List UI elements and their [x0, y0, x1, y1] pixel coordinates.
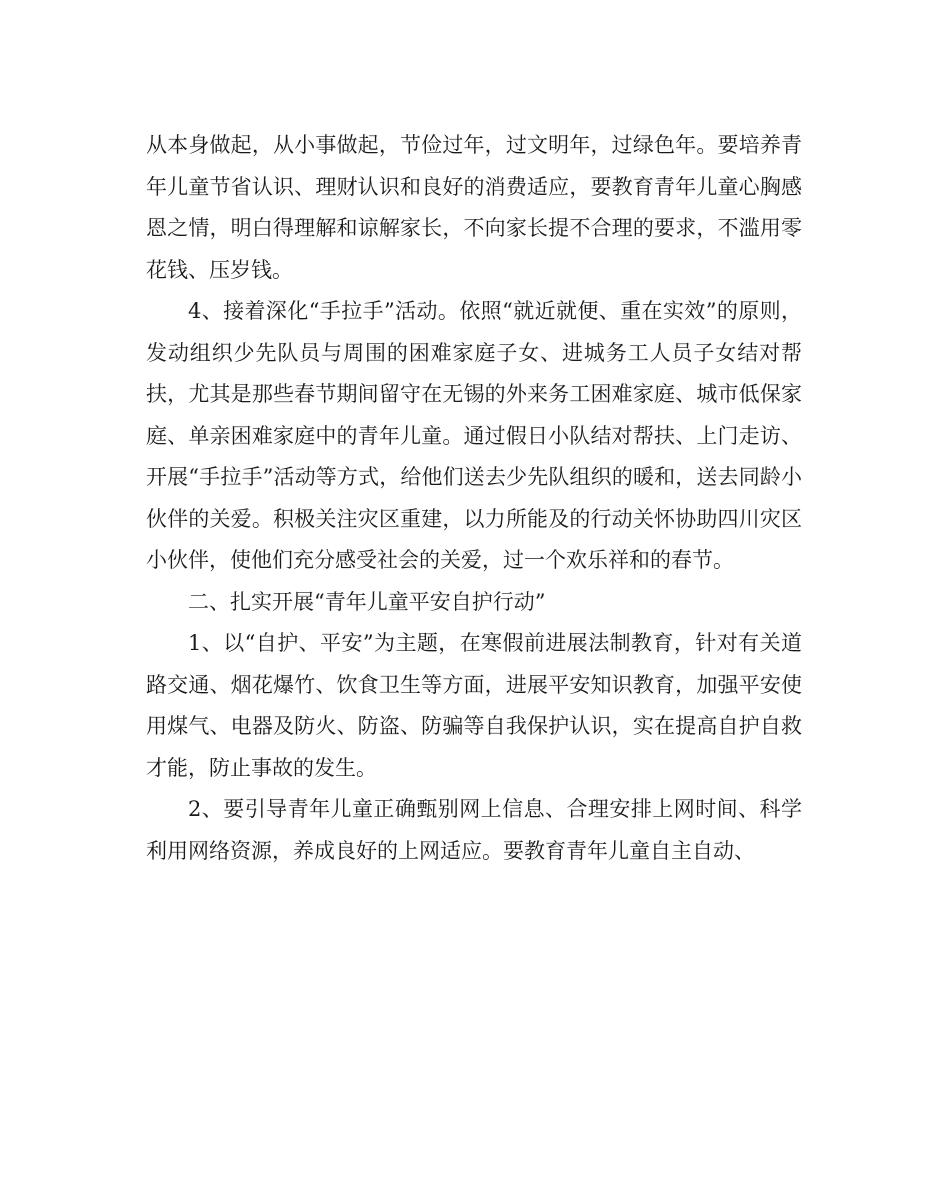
section-heading-2: 二、扎实开展“青年儿童平安自护行动”	[188, 589, 546, 614]
paragraph-item-2: 2、要引导青年儿童正确甄别网上信息、合理安排上网时间、科学利用网络资源，养成良好的上网适应。要教育青年儿童自主自动、	[146, 797, 802, 863]
paragraph-item-4: 4、接着深化“手拉手”活动。依照“就近就便、重在实效”的原则，发动组织少先队员与周围的困难家庭子女、进城务工人员子女结对帮扶，尤其是那些春节期间留守在无锡的外来务工困难家庭、城市低保家庭、单亲困难家庭中的青年儿童。通过假日小队结对帮扶、上门走访、开展“手拉手”活动等方式，给他们送去少先队组织的暖和，送去同龄小伙伴的关爱。积极关注灾区重建，以力所能及的行动关怀协助四川灾区小伙伴，使他们充分感受社会的关爱，过一个欢乐祥和的春节。	[146, 299, 802, 572]
paragraph-item-1: 1、以“自护、平安”为主题，在寒假前进展法制教育，针对有关道路交通、烟花爆竹、饮食卫生等方面，进展平安知识教育，加强平安使用煤气、电器及防火、防盗、防骗等自我保护认识，实在提高自护自救才能，防止事故的发生。	[146, 631, 802, 780]
paragraph-continued: 从本身做起，从小事做起，节俭过年，过文明年，过绿色年。要培养青年儿童节省认识、理财认识和良好的消费适应，要教育青年儿童心胸感恩之情，明白得理解和谅解家长，不向家长提不合理的要求，不滥用零花钱、压岁钱。	[146, 133, 802, 282]
document-page	[146, 125, 802, 872]
